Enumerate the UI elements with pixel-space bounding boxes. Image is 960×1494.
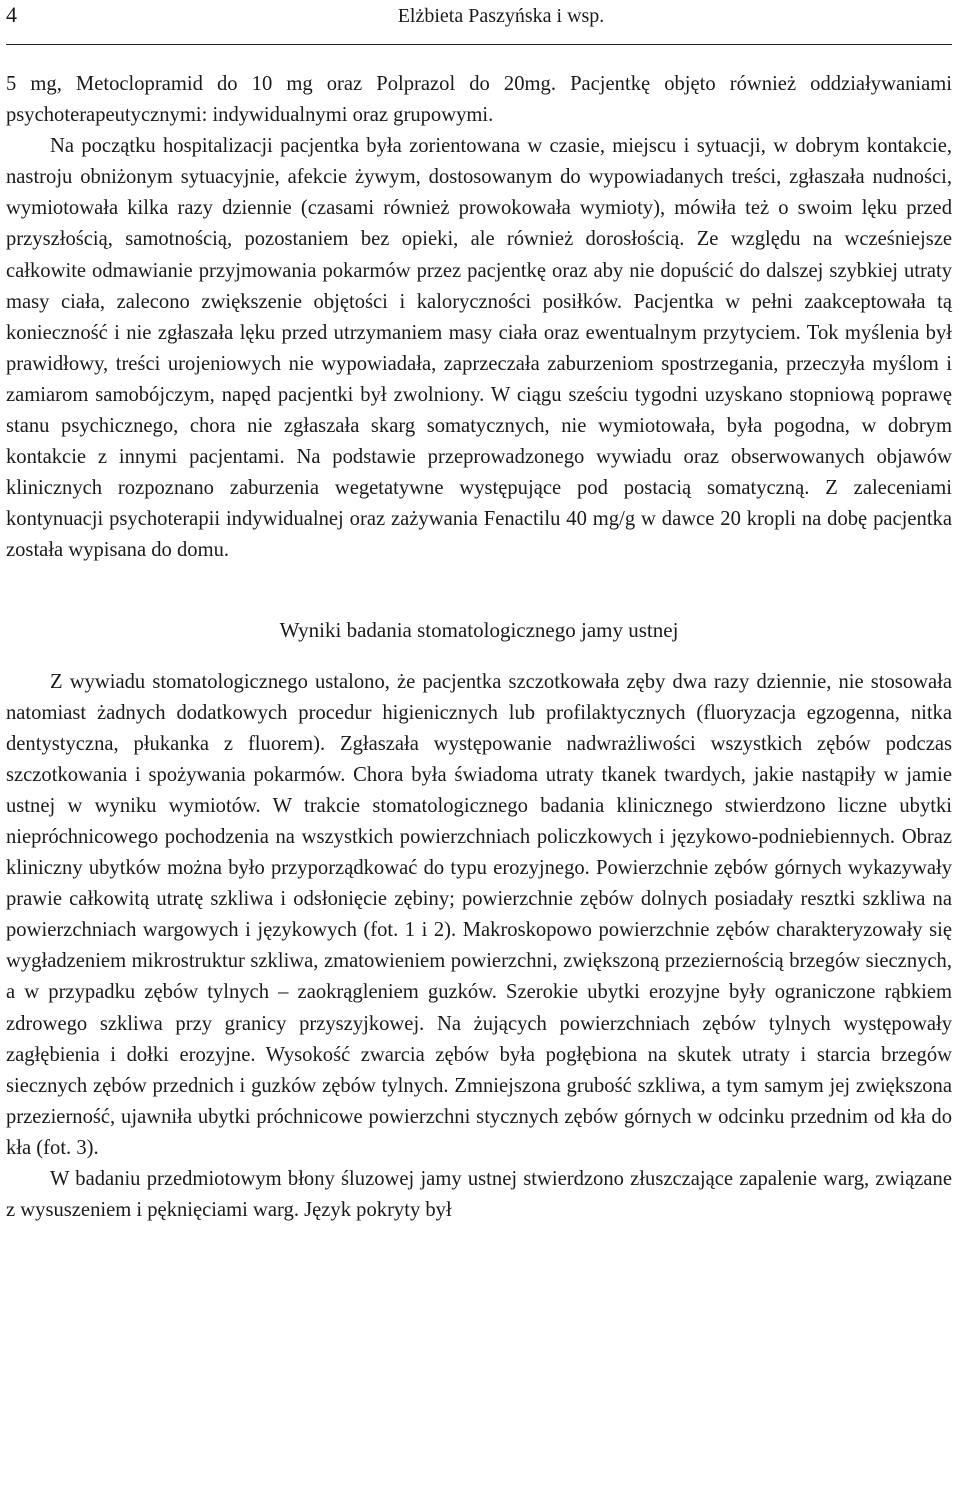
paragraph-mucosa-exam: W badaniu przedmiotowym błony śluzowej jamy ustnej stwierdzono złuszczające zapalenie warg, związane z wysuszeniem i pęknięciami warg. Język pokryty był (6, 1168, 952, 1222)
body-text (6, 69, 952, 1226)
document-page (6, 0, 952, 1226)
running-header (6, 0, 952, 45)
page-number: 4 (6, 2, 17, 27)
section-heading-dental-exam: Wyniki badania stomatologicznego jamy ustnej (279, 617, 679, 642)
paragraph-dental-history: Z wywiadu stomatologicznego ustalono, że pacjentka szczotkowała zęby dwa razy dziennie, nie stosowała natomiast żadnych dodatkowych procedur higienicznych lub profilaktycznych (fluoryzacja egzogenna, nitka dentystyczna, płukanka z fluorem). Zgłaszała występowanie nadwrażliwości wszystkich zębów podczas szczotkowania i spożywania pokarmów. Chora była świadoma utraty tkanek twardych, jakie nastąpiły w jamie ustnej w wyniku wymiotów. W trakcie stomatologicznego badania klinicznego stwierdzono liczne ubytki niepróchnicowego pochodzenia na wszystkich powierzchniach policzkowych i językowo-podniebiennych. Obraz kliniczny ubytków można było przyporządkować do typu erozyjnego. Powierzchnie zębów górnych wykazywały prawie całkowitą utratę szkliwa i odsłonięcie zębiny; powierzchnie zębów dolnych posiadały resztki szkliwa na powierzchniach wargowych i językowych (fot. 1 i 2). Makroskopowo powierzchnie zębów charakteryzowały się wygładzeniem mikrostruktur szkliwa, zmatowieniem powierzchni, zwiększoną przeziernością brzegów siecznych, a w przypadku zębów tylnych – zaokrągleniem guzków. Szerokie ubytki erozyjne były ograniczone rąbkiem zdrowego szkliwa przy granicy przyszyjkowej. Na żujących powierzchniach zębów tylnych występowały zagłębienia i dołki erozyjne. Wysokość zwarcia zębów była pogłębiona na skutek utraty i starcia brzegów siecznych zębów przednich i guzków zębów tylnych. Zmniejszona grubość szkliwa, a tym samym jej zwiększona przezierność, ujawniła ubytki próchnicowe powierzchni stycznych zębów górnych w odcinku przednim od kła do kła (fot. 3). (6, 670, 952, 1159)
paragraph-hospitalization-course: Na początku hospitalizacji pacjentka była zorientowana w czasie, miejscu i sytuacji, w dobrym kontakcie, nastroju obniżonym sytuacyjnie, afekcie żywym, dostosowanym do wypowiadanych treści, zgłaszała nudności, wymiotowała kilka razy dziennie (czasami również prowokowała wymioty), mówiła też o swoim lęku przed przyszłością, samotnością, pozostaniem bez opieki, ale również dorosłością. Ze względu na wcześniejsze całkowite odmawianie przyjmowania pokarmów przez pacjentkę oraz aby nie dopuścić do dalszej szybkiej utraty masy ciała, zalecono zwiększenie objętości i kaloryczności posiłków. Pacjentka w pełni zaakceptowała tą konieczność i nie zgłaszała lęku przed utrzymaniem masy ciała oraz ewentualnym przytyciem. Tok myślenia był prawidłowy, treści urojeniowych nie wypowiadała, zaprzeczała zaburzeniom spostrzegania, przeczyła myślom i zamiarom samobójczym, napęd pacjentki był zwolniony. W ciągu sześciu tygodni uzyskano stopniową poprawę stanu psychicznego, chora nie zgłaszała skarg somatycznych, nie wymiotowała, była pogodna, w dobrym kontakcie z innymi pacjentami. Na podstawie przeprowadzonego wywiadu oraz obserwowanych objawów klinicznych rozpoznano zaburzenia wegetatywne występujące pod postacią somatyczną. Z zaleceniami kontynuacji psychoterapii indywidualnej oraz zażywania Fenactilu 40 mg/g w dawce 20 kropli na dobę pacjentka została wypisana do domu. (6, 135, 952, 562)
paragraph-medication-continuation: 5 mg, Metoclopramid do 10 mg oraz Polprazol do 20mg. Pacjentkę objęto również oddziaływaniami psychoterapeutycznymi: indywidualnymi oraz grupowymi. (6, 73, 952, 127)
running-title: Elżbieta Paszyńska i wsp. (397, 5, 605, 27)
